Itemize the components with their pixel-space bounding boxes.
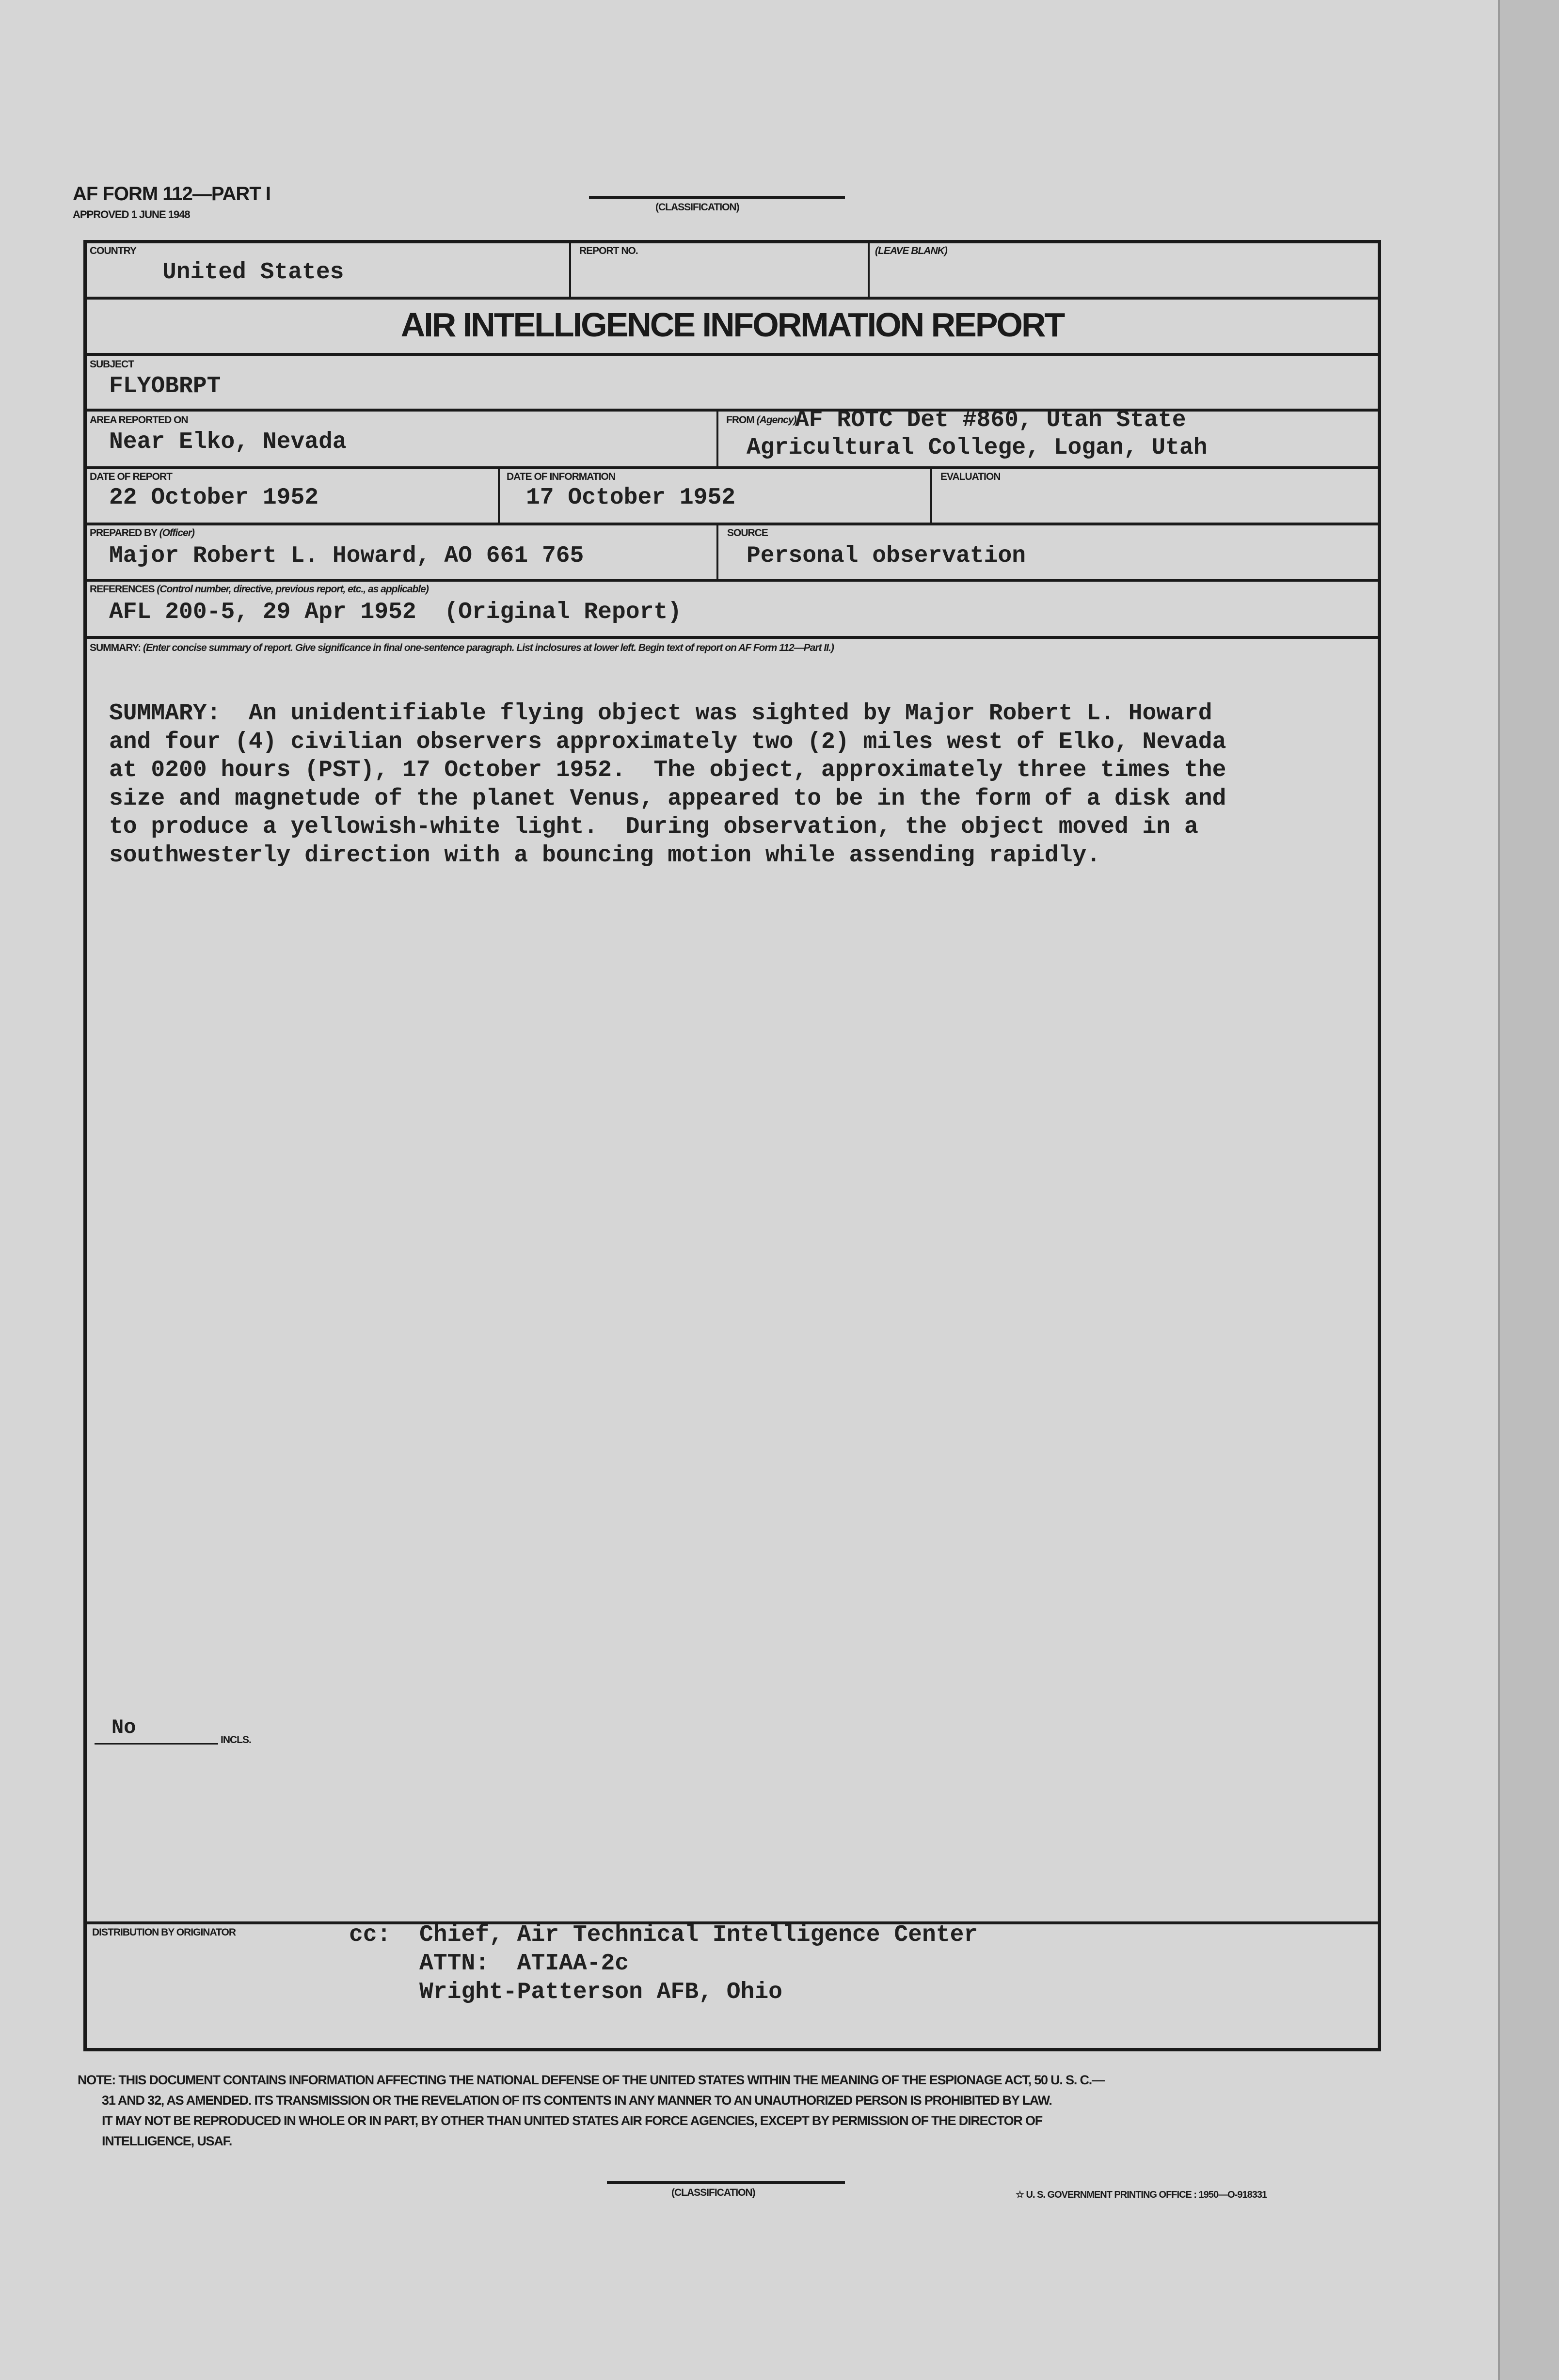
- report-title: AIR INTELLIGENCE INFORMATION REPORT: [400, 306, 1064, 344]
- from-value-line2: Agricultural College, Logan, Utah: [747, 435, 1208, 461]
- distribution-line: Wright-Patterson AFB, Ohio: [419, 1979, 782, 2005]
- inclosures-number: No: [111, 1716, 136, 1739]
- inclosures-line: [95, 1743, 218, 1745]
- subject-label: SUBJECT: [90, 359, 134, 370]
- from-value-line1: AF ROTC Det #860, Utah State: [795, 407, 1186, 433]
- source-value: Personal observation: [747, 543, 1026, 569]
- divider: [83, 579, 1381, 582]
- summary-line: to produce a yellowish-white light. During observation, the object moved in a: [109, 814, 1198, 840]
- summary-line: size and magnetude of the planet Venus, appeared to be in the form of a disk and: [109, 785, 1226, 812]
- date-of-report-label: DATE OF REPORT: [90, 471, 172, 482]
- date-of-information-value: 17 October 1952: [526, 485, 736, 511]
- approved-date: APPROVED 1 JUNE 1948: [73, 208, 190, 221]
- leave-blank-label: (LEAVE BLANK): [875, 245, 947, 256]
- summary-instructions: (Enter concise summary of report. Give significance in final one-sentence paragraph. List inclosures at lower left. Begin text of report on AF Form 112—Part II.): [143, 642, 834, 653]
- note-line: THIS DOCUMENT CONTAINS INFORMATION AFFECTING THE NATIONAL DEFENSE OF THE UNITED STATES WITHIN THE MEANING OF THE ESPIONAGE ACT, 50 U. S. C.—: [118, 2073, 1104, 2087]
- distribution-cc: cc:: [349, 1922, 391, 1948]
- distribution-line: Chief, Air Technical Intelligence Center: [419, 1922, 978, 1948]
- summary-line: SUMMARY: An unidentifiable flying object was sighted by Major Robert L. Howard: [109, 700, 1212, 727]
- source-label: SOURCE: [727, 527, 768, 539]
- from-label-text: FROM: [726, 414, 754, 426]
- divider: [498, 467, 500, 524]
- note-label: NOTE:: [78, 2073, 115, 2087]
- divider: [569, 240, 571, 298]
- summary-line: at 0200 hours (PST), 17 October 1952. The object, approximately three times the: [109, 757, 1226, 783]
- date-of-information-label: DATE OF INFORMATION: [507, 471, 616, 482]
- area-value: Near Elko, Nevada: [109, 429, 347, 455]
- prepared-by-label-officer: (Officer): [159, 527, 194, 539]
- classification-label-bottom: (CLASSIFICATION): [671, 2187, 755, 2198]
- printing-office-text: U. S. GOVERNMENT PRINTING OFFICE : 1950—O-918331: [1026, 2190, 1267, 2200]
- distribution-line: ATTN: ATIAA-2c: [419, 1951, 629, 1977]
- report-form: [83, 240, 1381, 2051]
- note-line: 31 AND 32, AS AMENDED. ITS TRANSMISSION OR THE REVELATION OF ITS CONTENTS IN ANY MANNER TO AN UNAUTHORIZED PERSON IS PROHIBITED BY LAW.: [102, 2093, 1052, 2108]
- evaluation-label: EVALUATION: [940, 471, 1001, 482]
- form-number: AF FORM 112—PART I: [73, 183, 270, 205]
- summary-line: and four (4) civilian observers approximately two (2) miles west of Elko, Nevada: [109, 729, 1226, 755]
- inclosures-label: INCLS.: [221, 1734, 251, 1745]
- date-of-report-value: 22 October 1952: [109, 485, 319, 511]
- distribution-label: DISTRIBUTION BY ORIGINATOR: [92, 1927, 236, 1938]
- references-label-text: REFERENCES: [90, 584, 155, 595]
- classification-line-top: [589, 196, 845, 199]
- divider: [716, 524, 718, 580]
- country-value: United States: [162, 259, 344, 286]
- classification-line-bottom: [607, 2181, 845, 2184]
- printing-office: [1016, 2189, 1267, 2201]
- summary-line: southwesterly direction with a bouncing motion while assending rapidly.: [109, 842, 1101, 869]
- from-label-agency: (Agency): [756, 414, 796, 426]
- references-label: [90, 584, 429, 595]
- classification-label-top: (CLASSIFICATION): [655, 202, 739, 213]
- divider: [930, 467, 932, 524]
- star-icon: ☆: [1016, 2190, 1024, 2200]
- divider: [83, 636, 1381, 639]
- from-label: [726, 414, 796, 426]
- prepared-by-label: [90, 527, 194, 539]
- prepared-by-label-text: PREPARED BY: [90, 527, 157, 539]
- report-no-label: REPORT NO.: [579, 245, 638, 256]
- summary-label-text: SUMMARY:: [90, 642, 141, 653]
- summary-body: [109, 699, 1226, 870]
- subject-value: FLYOBRPT: [109, 373, 221, 399]
- references-value: AFL 200-5, 29 Apr 1952 (Original Report): [109, 599, 682, 625]
- scan-edge: [1498, 0, 1559, 2380]
- divider: [716, 410, 718, 468]
- divider: [83, 297, 1381, 300]
- divider: [83, 353, 1381, 356]
- divider: [868, 240, 870, 298]
- country-label: COUNTRY: [90, 245, 137, 256]
- espionage-notice: [78, 2070, 1396, 2151]
- area-label: AREA REPORTED ON: [90, 414, 188, 426]
- summary-label: [90, 642, 834, 654]
- divider: [83, 523, 1381, 525]
- divider: [83, 466, 1381, 469]
- note-line: IT MAY NOT BE REPRODUCED IN WHOLE OR IN PART, BY OTHER THAN UNITED STATES AIR FORCE AGENCIES, EXCEPT BY PERMISSION OF THE DIRECTOR OF: [102, 2113, 1043, 2128]
- references-label-hint: (Control number, directive, previous report, etc., as applicable): [157, 584, 429, 595]
- note-line: INTELLIGENCE, USAF.: [102, 2134, 232, 2148]
- prepared-by-value: Major Robert L. Howard, AO 661 765: [109, 543, 584, 569]
- divider: [83, 409, 1381, 412]
